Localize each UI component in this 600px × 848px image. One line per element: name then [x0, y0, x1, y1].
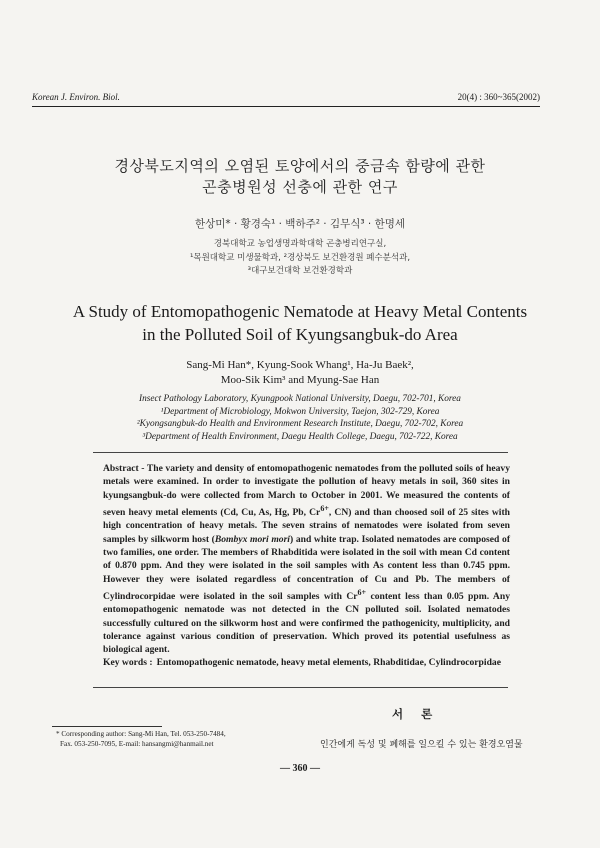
keywords: [103, 656, 510, 669]
english-affiliations: [60, 393, 540, 443]
korean-title-line-1: 경상북도지역의 오염된 토양에서의 중금속 함량에 관한: [114, 157, 486, 175]
english-authors: [60, 358, 540, 388]
abstract-superscript-2: 6+: [357, 587, 367, 597]
abstract-part-3: ) and white trap. Isolated nematodes are composed of two families, one order. The members of Rhabditida were isolated in the soil with mean Cd content of 0.870 ppm. And they were isolated in the soil samples with As content less than 0.745 ppm. However they were isolated regardless of concentration of Cu and Pb. The members of Cylindrocorpidae were isolated in the soil samples with Cr: [103, 533, 511, 603]
body-text-first-line: 인간에게 독성 및 폐해를 일으킬 수 있는 환경오염물: [320, 740, 523, 750]
korean-affiliation-2: ¹목원대학교 미생물학과, ²경상북도 보건환경원 폐수분석과,: [189, 252, 411, 263]
korean-affiliations: [60, 238, 540, 279]
section-heading-introduction: 서론: [392, 707, 451, 721]
keywords-text: Entomopathogenic nematode, heavy metal elements, Rhabditidae, Cylindrocorpidae: [156, 657, 501, 668]
keywords-label: Key words :: [103, 657, 153, 668]
korean-title-line-2: 곤충병원성 선충에 관한 연구: [202, 178, 398, 196]
english-affiliation-2: ¹Department of Microbiology, Mokwon University, Taejon, 302-729, Korea: [160, 406, 440, 417]
english-authors-line-1: Sang-Mi Han*, Kyung-Sook Whang¹, Ha-Ju Baek²,: [186, 359, 414, 371]
abstract: [103, 462, 510, 657]
corresponding-author-footnote: [56, 729, 226, 749]
journal-name: Korean J. Environ. Biol.: [32, 92, 120, 102]
abstract-species-name: Bombyx mori mori: [214, 533, 290, 545]
footnote-rule: [52, 726, 162, 727]
english-title-line-2: in the Polluted Soil of Kyungsangbuk-do Area: [142, 325, 458, 344]
abstract-part-2: , CN) and than choosed soil of 25 sites with high concentration of heavy metals. The seven strains of nematodes were isolated from seven samples by silkworm host (: [103, 507, 511, 545]
header-rule: [32, 106, 540, 107]
english-affiliation-3: ²Kyongsangbuk-do Health and Environment Research Institute, Daegu, 702-702, Korea: [136, 419, 464, 430]
page-number: — 360 —: [280, 763, 320, 774]
english-title: [40, 300, 560, 346]
korean-authors: 한상미* · 황경숙¹ · 백하주² · 김무식³ · 한명세: [194, 218, 406, 230]
korean-affiliation-1: 경북대학교 농업생명과학대학 곤충병리연구실,: [213, 239, 387, 249]
abstract-superscript-1: 6+: [320, 503, 329, 513]
abstract-part-4: content less than 0.05 ppm. Any entomopathogenic nematode was not detected in the CN polluted soil. Isolated nematodes successfully cultured on the silkworm host and were confirmed the pathogenicity, multiplicity, and tolerance against various condition of preservation. Which proved its potential usefulness as biological agent.: [103, 591, 510, 656]
footnote-line-1: * Corresponding author: Sang-Mi Han, Tel. 053-250-7484,: [56, 730, 226, 738]
footnote-line-2: Fax. 053-250-7095, E-mail: hansangmi@hanmail.net: [60, 740, 214, 748]
abstract-part-1: Abstract - The variety and density of entomopathogenic nematodes from the polluted soils of heavy metals were examined. In order to investigate the pollution of heavy metals in soil, 360 sites in kyungsangbuk-do were collected from March to October in 2001. We measured the contents of seven heavy metal elements (Cd, Cu, As, Hg, Pb, Cr: [103, 463, 510, 519]
english-authors-line-2: Moo-Sik Kim³ and Myung-Sae Han: [220, 374, 380, 386]
korean-title: [60, 156, 540, 198]
english-affiliation-4: ³Department of Health Environment, Daegu Health College, Daegu, 702-722, Korea: [142, 431, 458, 442]
running-header: [32, 92, 540, 102]
english-affiliation-1: Insect Pathology Laboratory, Kyungpook National University, Daegu, 702-701, Korea: [139, 394, 461, 404]
korean-affiliation-3: ³대구보건대학 보건환경학과: [247, 266, 353, 276]
volume-citation: 20(4) : 360~365(2002): [457, 92, 540, 102]
english-title-line-1: A Study of Entomopathogenic Nematode at Heavy Metal Contents: [72, 302, 528, 321]
